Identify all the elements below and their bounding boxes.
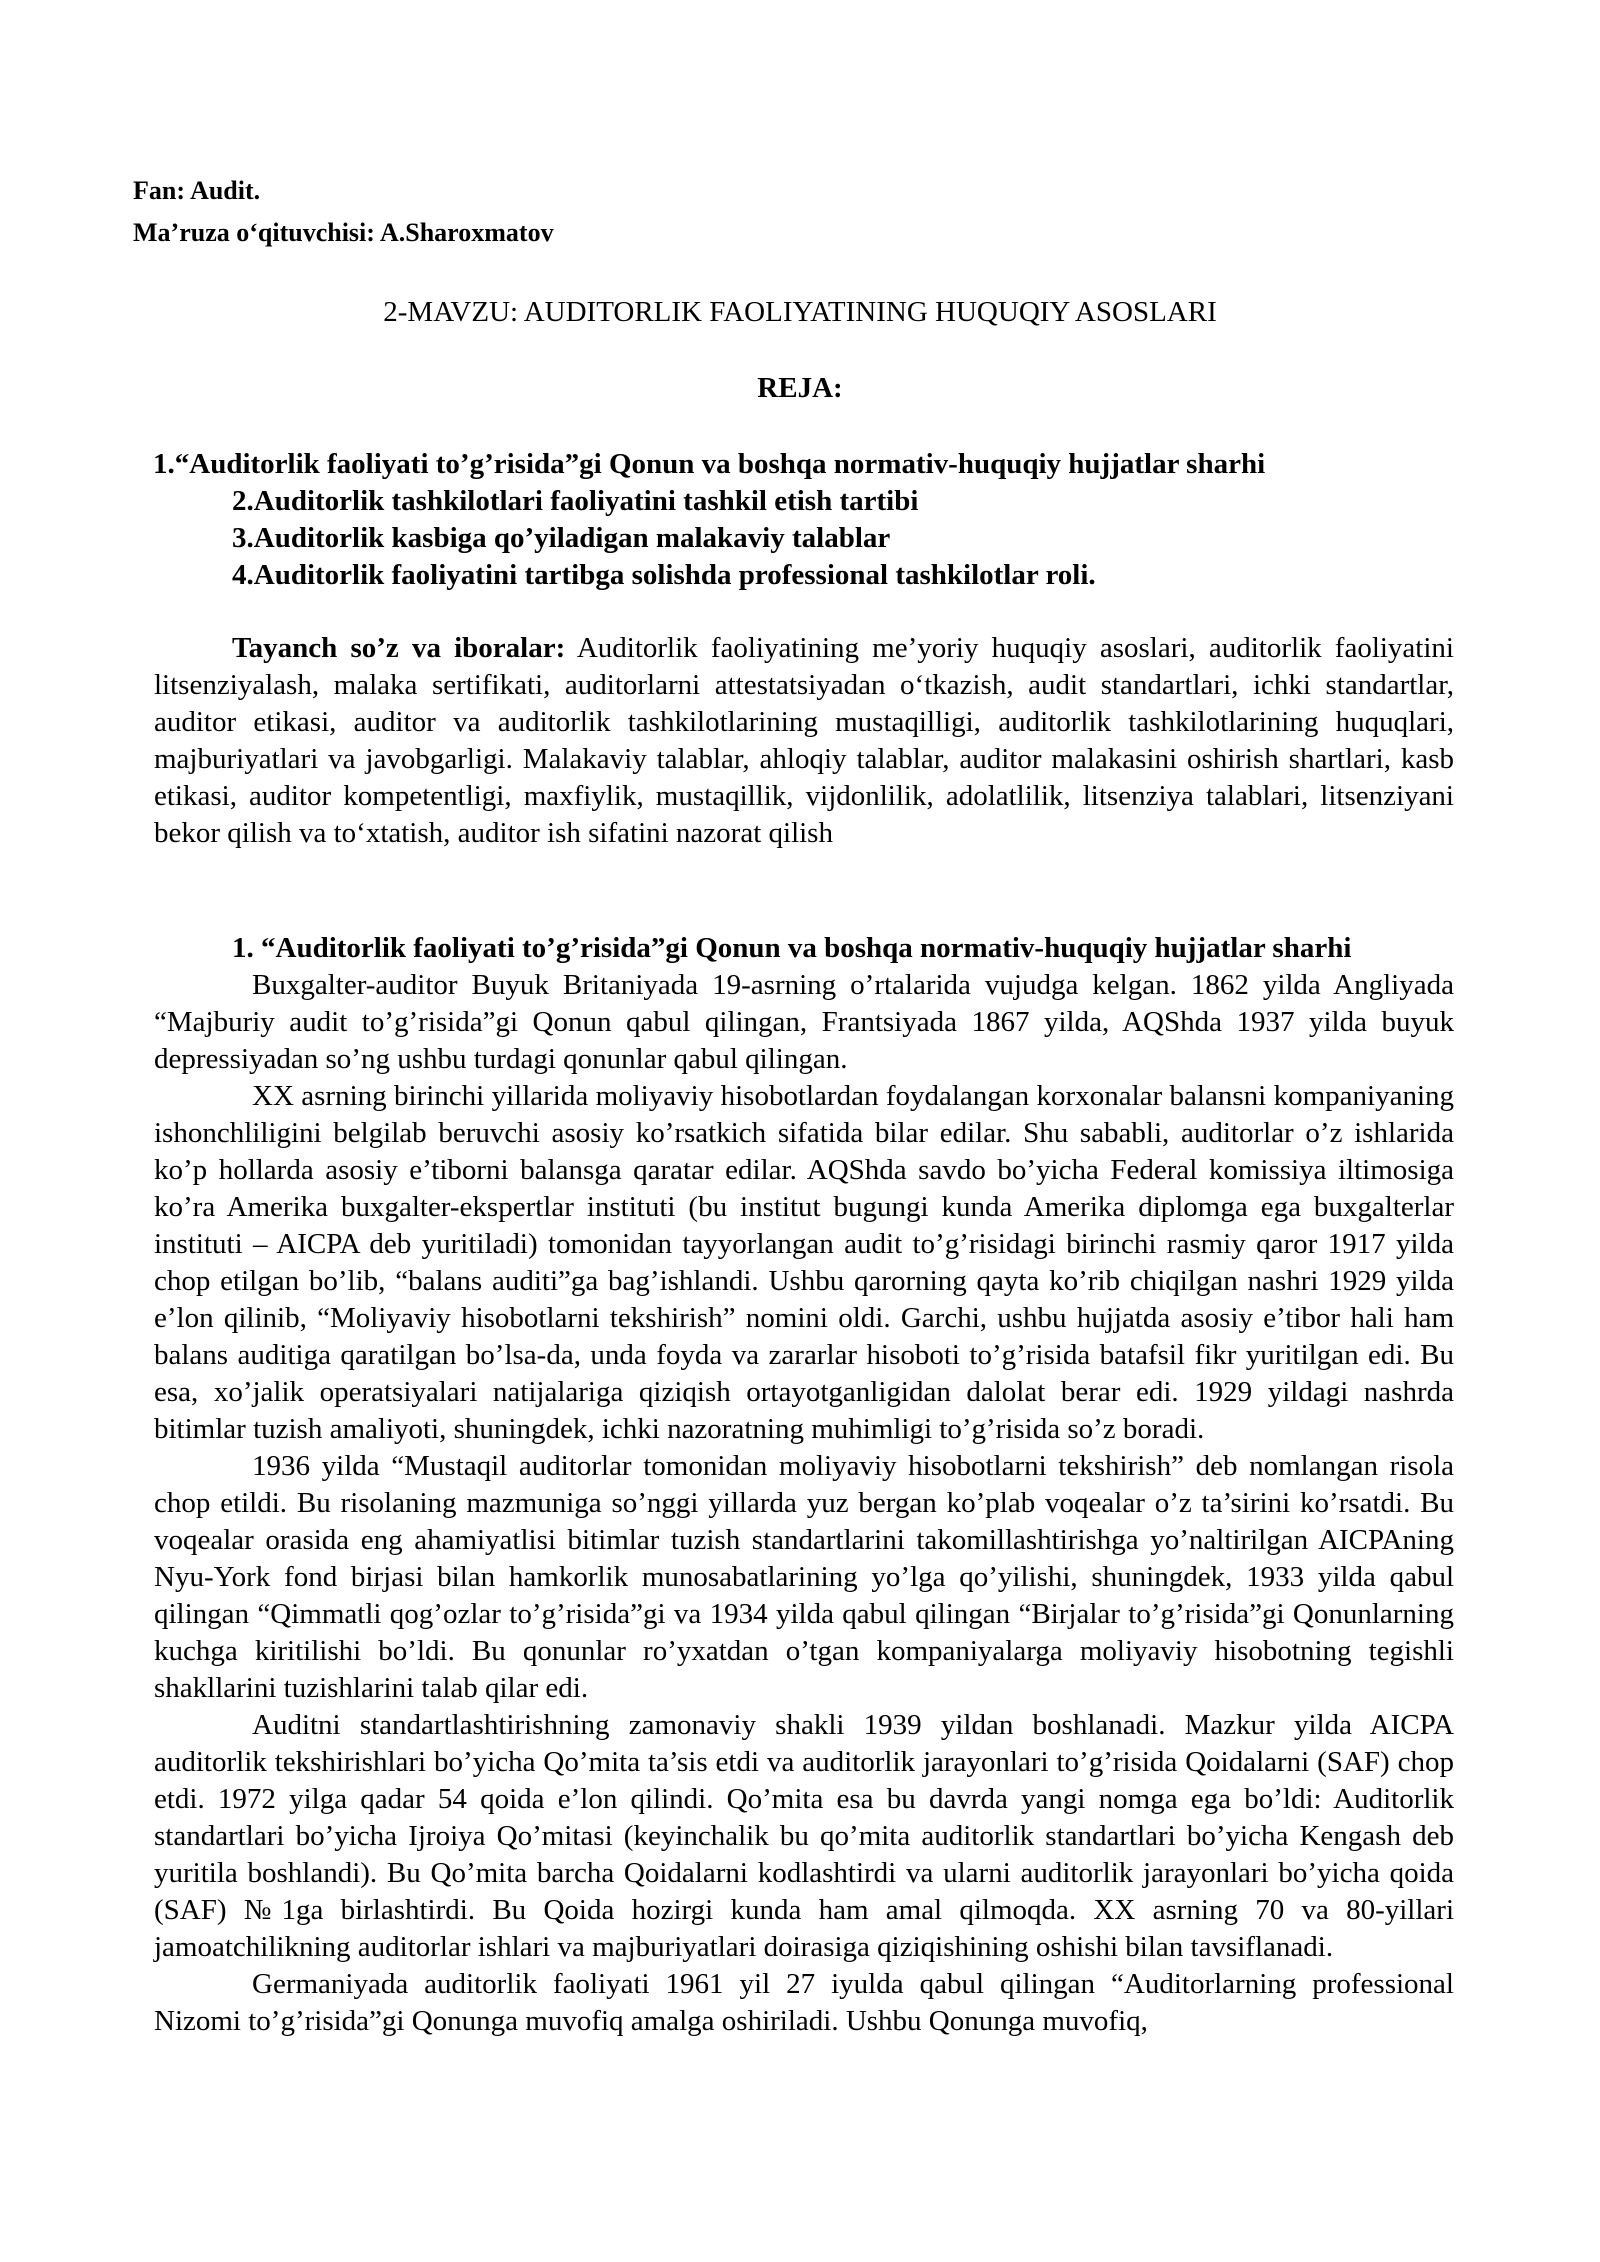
plan-heading: REJA:	[757, 372, 843, 404]
section-1-paragraph: XX asrning birinchi yillarida moliyaviy hisobotlardan foydalangan korxonalar balansni kompaniyaning ishonchliligini belgilab beruvchi asosiy ko’rsatkich sifatida bilar edilar. Shu sababli, auditorlar o’z ishlarida ko’p hollarda asosiy e’tiborni balansga qaratar edilar. AQShda savdo bo’yicha Federal komissiya iltimosiga ko’ra Amerika buxgalter-ekspertlar instituti (bu institut bugungi kunda Amerika diplomga ega buxgalterlar instituti – AICPA deb yuritiladi) tomonidan tayyorlangan audit to’g’risidagi birinchi rasmiy qaror 1917 yilda chop etilgan bo’lib, “balans auditi”ga bag’ishlandi. Ushbu qarorning qayta ko’rib chiqilgan nashri 1929 yilda e’lon qilinib, “Moliyaviy hisobotlarni tekshirish” nomini oldi. Garchi, ushbu hujjatda asosiy e’tibor hali ham balans auditiga qaratilgan bo’lsa-da, unda foyda va zararlar hisoboti to’g’risida batafsil fikr yuritilgan edi. Bu esa, xo’jalik operatsiyalari natijalariga qiziqish ortayotganligidan dalolat berar edi. 1929 yildagi nashrda bitimlar tuzish amaliyoti, shuningdek, ichki nazoratning muhimligi to’g’risida so’z boradi.	[154, 1080, 1454, 1445]
section-1-heading: 1. “Auditorlik faoliyati to’g’risida”gi Qonun va boshqa normativ-huquqiy hujjatlar sharhi	[232, 932, 1352, 964]
lecturer-line: Ma’ruza o‘qituvchisi: A.Sharoxmatov	[133, 218, 554, 247]
plan-item-2: 2.Auditorlik tashkilotlari faoliyatini tashkil etish tartibi	[232, 485, 919, 517]
section-1-paragraph: 1936 yilda “Mustaqil auditorlar tomonidan moliyaviy hisobotlarni tekshirish” deb nomlangan risola chop etildi. Bu risolaning mazmuniga so’nggi yillarda yuz bergan ko’plab voqealar o’z ta’sirini ko’rsatdi. Bu voqealar orasida eng ahamiyatlisi bitimlar tuzish standartlarini takomillashtirishga yo’naltirilgan AICPAning Nyu-York fond birjasi bilan hamkorlik munosabatlarining yo’lga qo’yilishi, shuningdek, 1933 yilda qabul qilingan “Qimmatli qog’ozlar to’g’risida”gi va 1934 yilda qabul qilingan “Birjalar to’g’risida”gi Qonunlarning kuchga kiritilishi bo’ldi. Bu qonunlar ro’yxatdan o’tgan kompaniyalarga moliyaviy hisobotning tegishli shakllarini tuzishlarini talab qilar edi.	[154, 1450, 1454, 1704]
section-1-paragraph: Auditni standartlashtirishning zamonaviy shakli 1939 yildan boshlanadi. Mazkur yilda AICPA auditorlik tekshirishlari bo’yicha Qo’mita ta’sis etdi va auditorlik jarayonlari to’g’risida Qoidalarni (SAF) chop etdi. 1972 yilga qadar 54 qoida e’lon qilindi. Qo’mita esa bu davrda yangi nomga ega bo’ldi: Auditorlik standartlari bo’yicha Ijroiya Qo’mitasi (keyinchalik bu qo’mita auditorlik standartlari bo’yicha Kengash deb yuritila boshlandi). Bu Qo’mita barcha Qoidalarni kodlashtirdi va ularni auditorlik jarayonlari bo’yicha qoida (SAF) №1ga birlashtirdi. Bu Qoida hozirgi kunda ham amal qilmoqda. XX asrning 70 va 80-yillari jamoatchilikning auditorlar ishlari va majburiyatlari doirasiga qiziqishining oshishi bilan tavsiflanadi.	[154, 1709, 1454, 1963]
topic-title: 2-MAVZU: AUDITORLIK FAOLIYATINING HUQUQIY ASOSLARI	[383, 296, 1217, 328]
section-1-paragraph: Buxgalter-auditor Buyuk Britaniyada 19-asrning o’rtalarida vujudga kelgan. 1862 yilda Angliyada “Majburiy audit to’g’risida”gi Qonun qabul qilingan, Frantsiyada 1867 yilda, AQShda 1937 yilda buyuk depressiyadan so’ng ushbu turdagi qonunlar qabul qilingan.	[154, 969, 1454, 1075]
section-1	[154, 930, 1454, 2040]
subject-line: Fan: Audit.	[133, 176, 261, 205]
plan-item-4: 4.Auditorlik faoliyatini tartibga solishda professional tashkilotlar roli.	[232, 559, 1096, 591]
plan-item-1: 1.“Auditorlik faoliyati to’g’risida”gi Qonun va boshqa normativ-huquqiy hujjatlar sharhi	[153, 448, 1266, 480]
keywords-text: Auditorlik faoliyatining me’yoriy huquqiy asoslari, auditorlik faoliyatini litsenziyalash, malaka sertifikati, auditorlarni attestatsiyadan o‘tkazish, audit standartlari, ichki standartlar, auditor etikasi, auditor va auditorlik tashkilotlarining mustaqilligi, auditorlik tashkilotlarining huquqlari, majburiyatlari va javobgarligi. Malakaviy talablar, ahloqiy talablar, auditor malakasini oshirish shartlari, kasb etikasi, auditor kompetentligi, maxfiylik, mustaqillik, vijdonlilik, adolatlilik, litsenziya talablari, litsenziyani bekor qilish va to‘xtatish, auditor ish sifatini nazorat qilish	[154, 632, 1454, 849]
keywords-paragraph	[154, 630, 1454, 852]
section-1-paragraph: Germaniyada auditorlik faoliyati 1961 yil 27 iyulda qabul qilingan “Auditorlarning professional Nizomi to’g’risida”gi Qonunga muvofiq amalga oshiriladi. Ushbu Qonunga muvofiq,	[154, 1968, 1454, 2037]
keywords-lead: Tayanch so’z va iboralar:	[232, 632, 566, 664]
plan-item-3: 3.Auditorlik kasbiga qo’yiladigan malakaviy talablar	[232, 522, 891, 554]
